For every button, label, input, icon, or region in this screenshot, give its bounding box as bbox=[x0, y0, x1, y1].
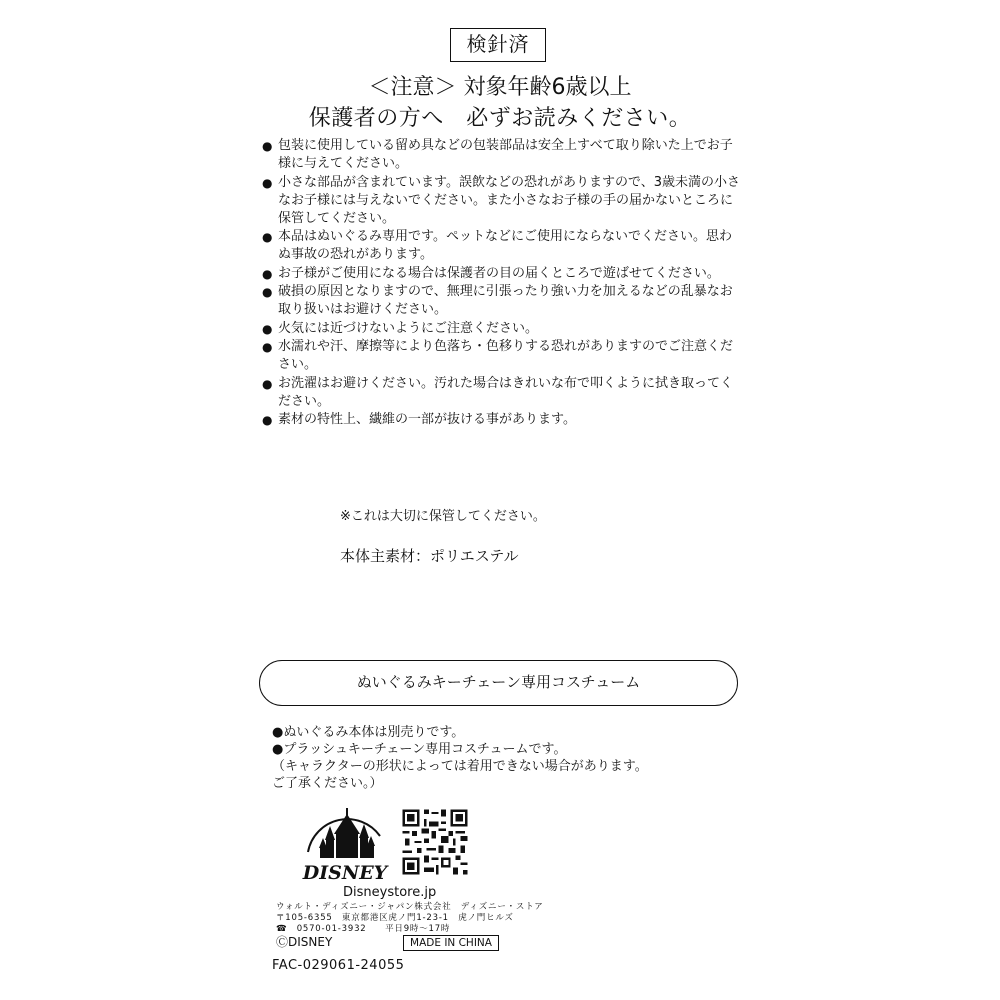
warning-item: ● 水濡れや汗、摩擦等により色落ち・色移りする恐れがありますのでご注意ください。 bbox=[262, 338, 742, 374]
age-text: 対象年齢6歳以上 bbox=[463, 75, 632, 100]
warning-item: ● お洗濯はお避けください。汚れた場合はきれいな布で叩くように拭き取ってください。 bbox=[262, 375, 742, 411]
company-name: ウォルト・ディズニー・ジャパン株式会社 ディズニー・ストア bbox=[276, 902, 544, 912]
warning-item: ● 破損の原因となりますので、無理に引張ったり強い力を加えるなどの乱暴なお取り扱いはお避けください。 bbox=[262, 283, 742, 319]
note-line: （キャラクターの形状によっては着用できない場合があります。 bbox=[272, 759, 648, 774]
logo-wordmark: DISNEY bbox=[302, 862, 388, 884]
product-notes bbox=[272, 724, 752, 792]
warning-item: ● 本品はぬいぐるみ専用です。ペットなどにご使用にならないでください。思わぬ事故の恐れがあります。 bbox=[262, 228, 742, 264]
warning-item: ● 小さな部品が含まれています。誤飲などの恐れがありますので、3歳未満の小さなお子様には与えないでください。また小さなお子様の手の届かないところに保管してください。 bbox=[262, 174, 742, 228]
product-name-box: ぬいぐるみキーチェーン専用コスチューム bbox=[259, 660, 738, 706]
company-phone: ☎ 0570-01-3932 平日9時～17時 bbox=[276, 924, 451, 934]
inspected-stamp: 検針済 bbox=[450, 28, 546, 62]
caution-label: ＜注意＞ bbox=[368, 75, 457, 100]
note-line: ●プラッシュキーチェーン専用コスチュームです。 bbox=[272, 742, 567, 757]
warning-item: ● 素材の特性上、繊維の一部が抜ける事があります。 bbox=[262, 411, 742, 429]
warning-item: ● お子様がご使用になる場合は保護者の目の届くところで遊ばせてください。 bbox=[262, 265, 742, 283]
warning-item: ● 火気には近づけないようにご注意ください。 bbox=[262, 320, 742, 338]
warning-list bbox=[262, 137, 742, 430]
note-line: ご了承ください。） bbox=[272, 776, 383, 791]
company-address: 〒105-6355 東京都港区虎ノ門1-23-1 虎ノ門ヒルズ bbox=[276, 913, 514, 923]
age-notice bbox=[0, 74, 1000, 102]
material-label: 本体主素材：ポリエステル bbox=[340, 547, 519, 565]
origin-label: MADE IN CHINA bbox=[403, 935, 499, 951]
copyright-label: ⒸDISNEY bbox=[276, 935, 333, 949]
warning-item: ● 包装に使用している留め具などの包装部品は安全上すべて取り除いた上でお子様に与えてください。 bbox=[262, 137, 742, 173]
keep-notice: ※これは大切に保管してください。 bbox=[340, 509, 546, 524]
qr-code[interactable] bbox=[400, 807, 470, 877]
disney-castle-logo bbox=[300, 806, 390, 886]
product-code: FAC-029061-24055 bbox=[272, 958, 405, 973]
website-label: Disneystore.jp bbox=[343, 885, 437, 900]
note-line: ●ぬいぐるみ本体は別売りです。 bbox=[272, 725, 465, 740]
guardian-notice: 保護者の方へ 必ずお読みください。 bbox=[308, 106, 692, 131]
